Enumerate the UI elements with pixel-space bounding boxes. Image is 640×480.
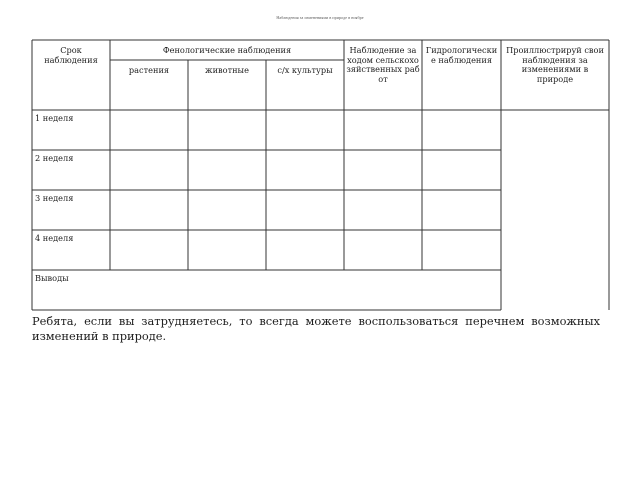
row-label-week-3: 3 неделя [35,193,74,203]
row-label-conclusions: Выводы [35,273,69,283]
header-farm-work: Наблюдение за ходом сельскохозяйственных работ [346,45,420,84]
row-label-week-2: 2 неделя [35,153,74,163]
header-period: Срок наблюдения [44,45,98,65]
header-plants: растения [128,65,170,75]
document-title: Наблюдения за изменениями в природе в ноябре [276,15,364,20]
helper-note: Ребята, если вы затрудняетесь, то всегда можете воспользоваться перечнем возможных изменений в природе. [32,314,600,343]
header-animals: животные [205,65,249,75]
header-crops: с/х культуры [277,65,333,75]
row-label-week-4: 4 неделя [35,233,74,243]
row-label-week-1: 1 неделя [35,113,74,123]
header-hydrology: Гидрологические наблюдения [425,45,498,65]
header-phenology: Фенологические наблюдения [162,45,292,55]
header-illustrate: Проиллюстрируй свои наблюдения за изменениями в природе [506,45,604,84]
